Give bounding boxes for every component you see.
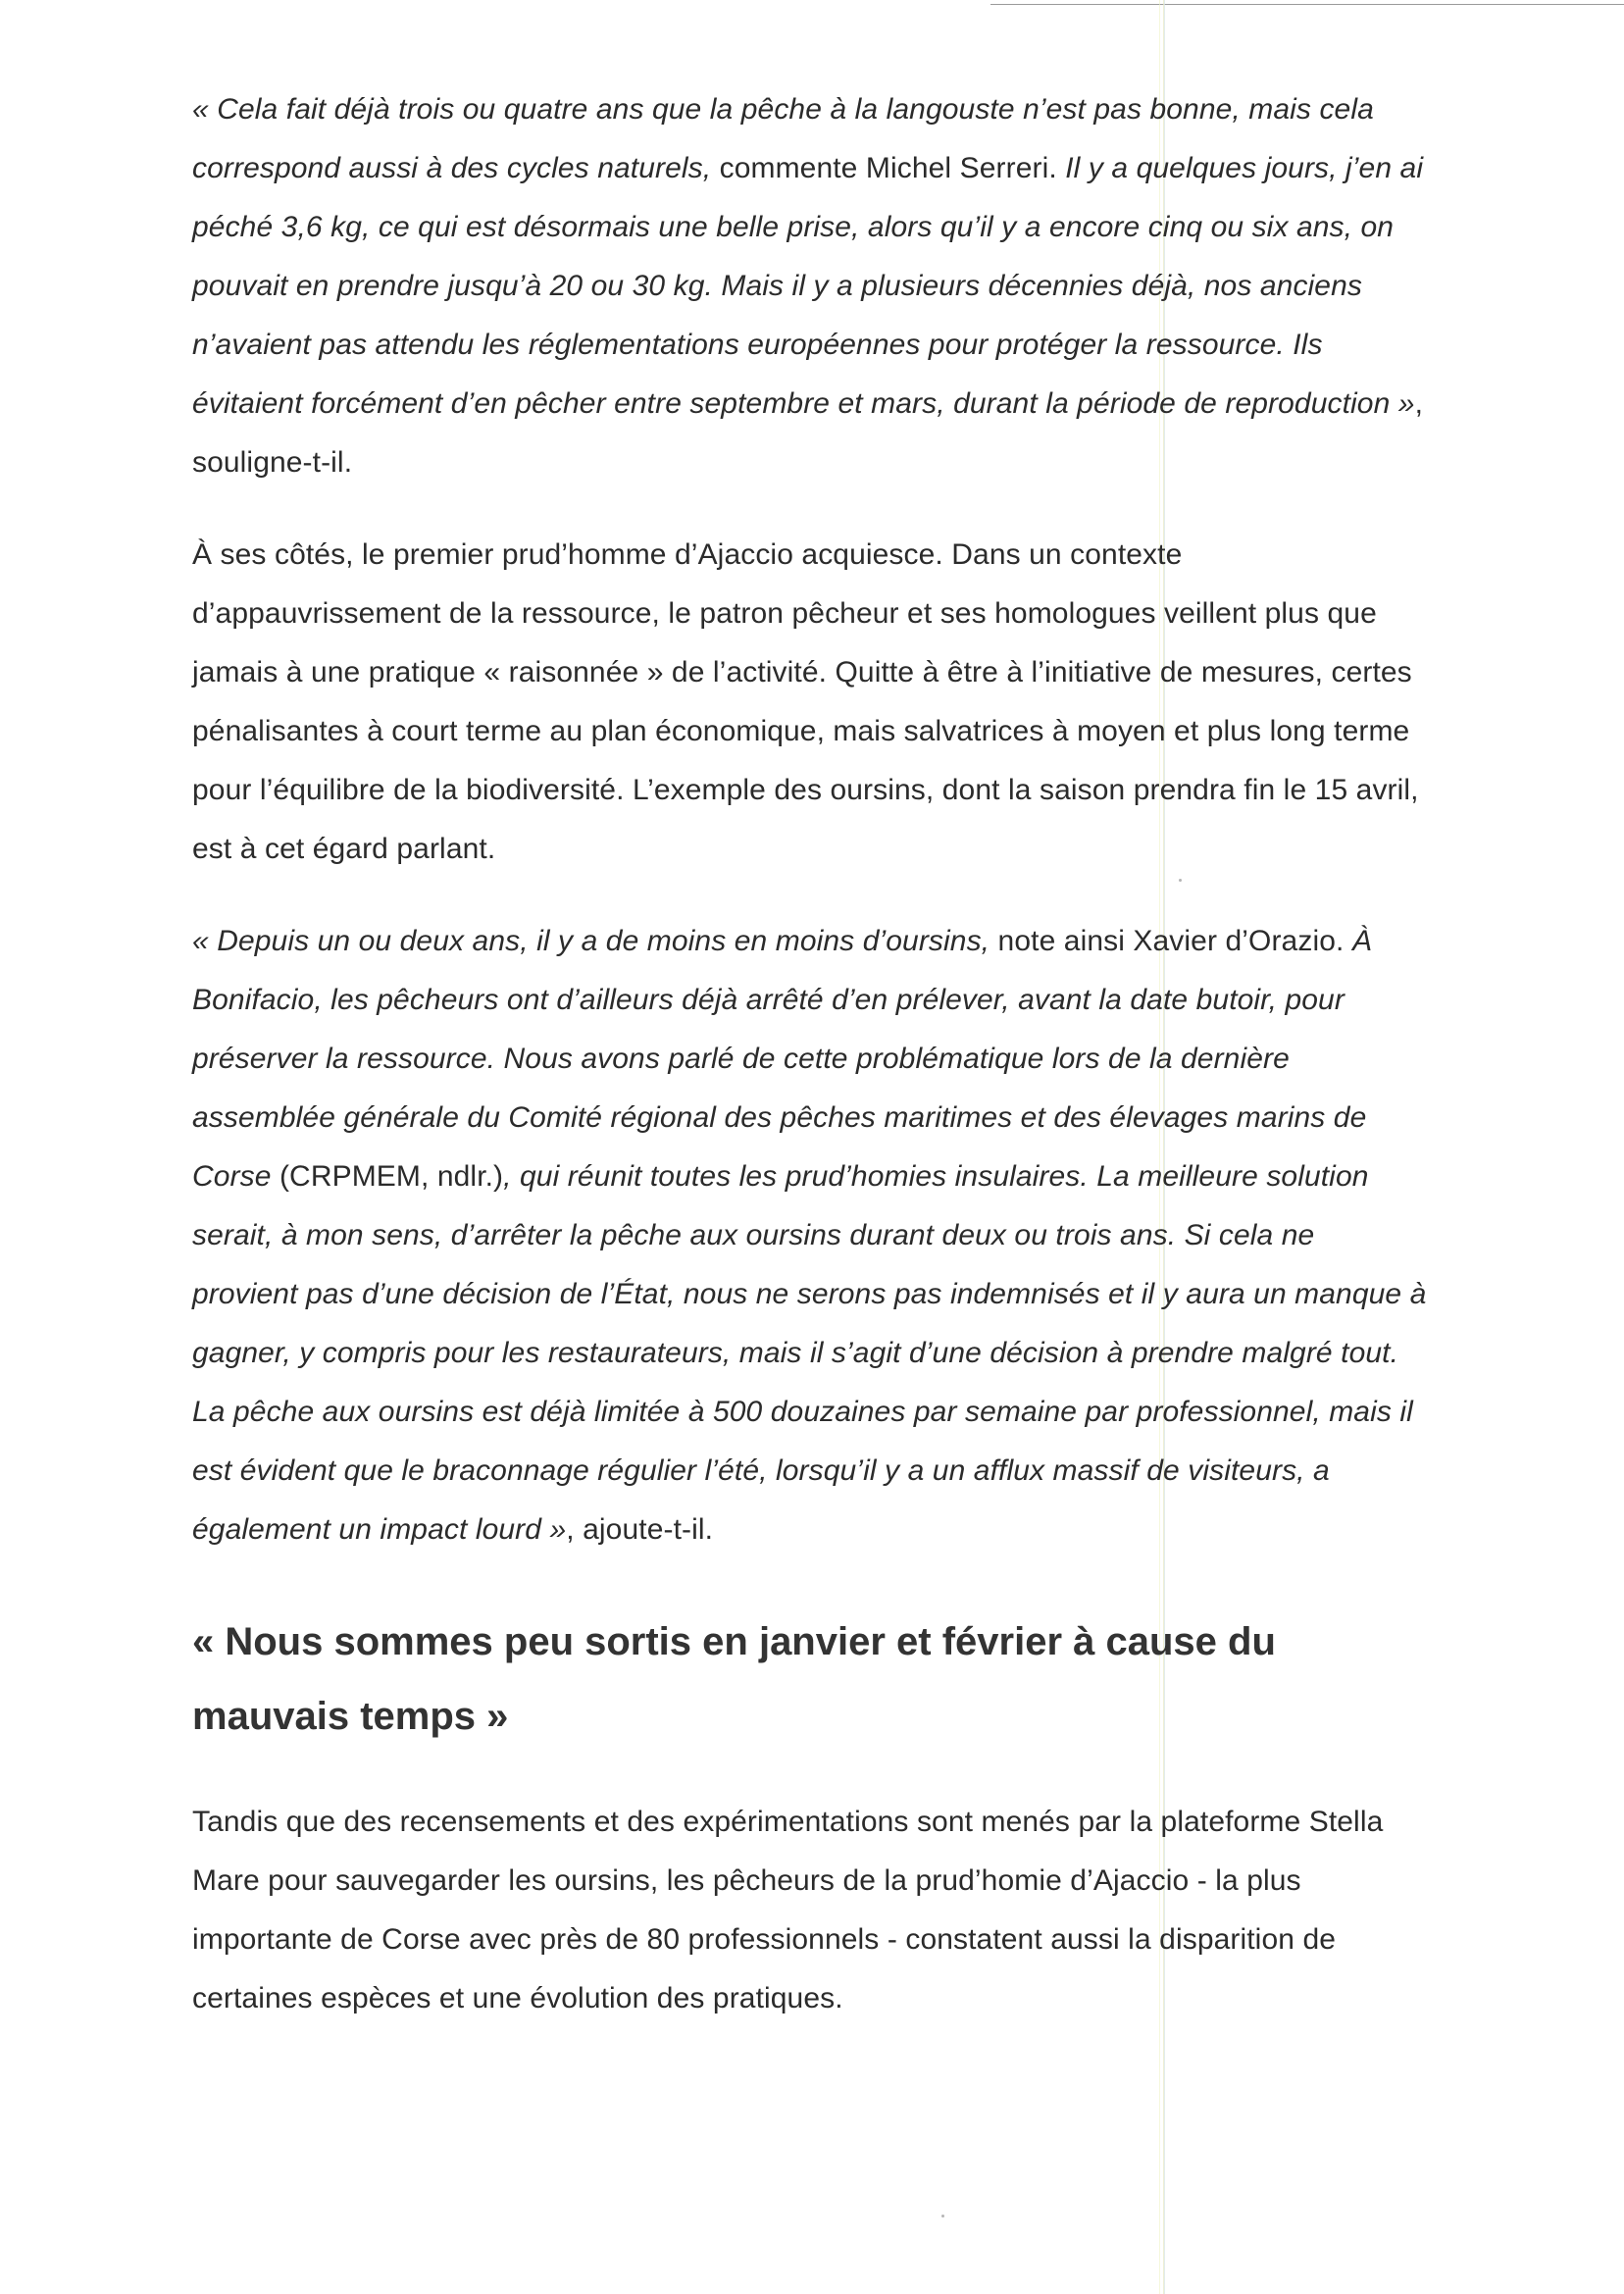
top-edge-rule <box>990 4 1624 5</box>
body-text: À ses côtés, le premier prud’homme d’Ajaccio acquiesce. Dans un contexte d’appauvrissement de la ressource, le patron pêcheur et ses homologues veillent plus que jamais à une pratique « raisonnée » de l’activité. Quitte à être à l’initiative de mesures, certes pénalisantes à court terme au plan économique, mais salvatrices à moyen et plus long terme pour l’équilibre de la biodiversité. L’exemple des oursins, dont la saison prendra fin le 15 avril, est à cet égard parlant. <box>192 538 1419 865</box>
quote-segment: « Depuis un ou deux ans, il y a de moins en moins d’oursins, <box>192 925 990 957</box>
section-subheading: « Nous sommes peu sortis en janvier et février à cause du mauvais temps » <box>192 1620 1276 1738</box>
body-paragraph-context <box>192 526 1428 879</box>
quote-segment: , qui réunit toutes les prud’homies insulaires. La meilleure solution serait, à mon sens, d’arrêter la pêche aux oursins durant deux ou trois ans. Si cela ne provient pas d’une décision de l’État, nous ne serons pas indemnisés et il y aura un manque à gagner, y compris pour les restaurateurs, mais il s’agit d’une décision à prendre malgré tout. La pêche aux oursins est déjà limitée à 500 douzaines par semaine par professionnel, mais il est évident que le braconnage régulier l’été, lorsqu’il y a un afflux massif de visiteurs, a également un impact lourd » <box>192 1160 1427 1546</box>
quote-segment: « Cela fait déjà trois ou quatre ans que la pêche à la langouste n’est pas bonne, mais cela correspond aussi à des cycles naturels, <box>192 93 1374 184</box>
aside-segment: (CRPMEM, ndlr.) <box>271 1160 504 1193</box>
attribution-segment: commente Michel Serreri. <box>711 152 1066 184</box>
attribution-segment: , ajoute-t-il. <box>566 1513 714 1546</box>
attribution-segment: , souligne-t-il. <box>192 387 1424 479</box>
quote-paragraph-dorazio <box>192 912 1428 1559</box>
scan-speck <box>941 2215 944 2218</box>
quote-paragraph-serreri <box>192 80 1428 492</box>
quote-segment: Il y a quelques jours, j’en ai péché 3,6 kg, ce qui est désormais une belle prise, alors qu’il y a encore cinq ou six ans, on pouvait en prendre jusqu’à 20 ou 30 kg. Mais il y a plusieurs décennies déjà, nos anciens n’avaient pas attendu les réglementations européennes pour protéger la ressource. Ils évitaient forcément d’en pêcher entre septembre et mars, durant la période de reproduction » <box>192 152 1424 420</box>
attribution-segment: note ainsi Xavier d’Orazio. <box>990 925 1352 957</box>
body-paragraph-closing: Tandis que des recensements et des expérimentations sont menés par la plateforme Stella Mare pour sauvegarder les oursins, les pêcheurs de la prud’homie d’Ajaccio - la plus importante de Corse avec près de 80 professionnels - constatent aussi la disparition de certaines espèces et une évolution des pratiques. <box>192 1806 1384 2014</box>
article-body <box>192 80 1428 2028</box>
quote-segment: À Bonifacio, les pêcheurs ont d’ailleurs déjà arrêté d’en prélever, avant la date butoir, pour préserver la ressource. Nous avons parlé de cette problématique lors de la dernière assemblée générale du Comité régional des pêches maritimes et des élevages marins de Corse <box>192 925 1372 1193</box>
